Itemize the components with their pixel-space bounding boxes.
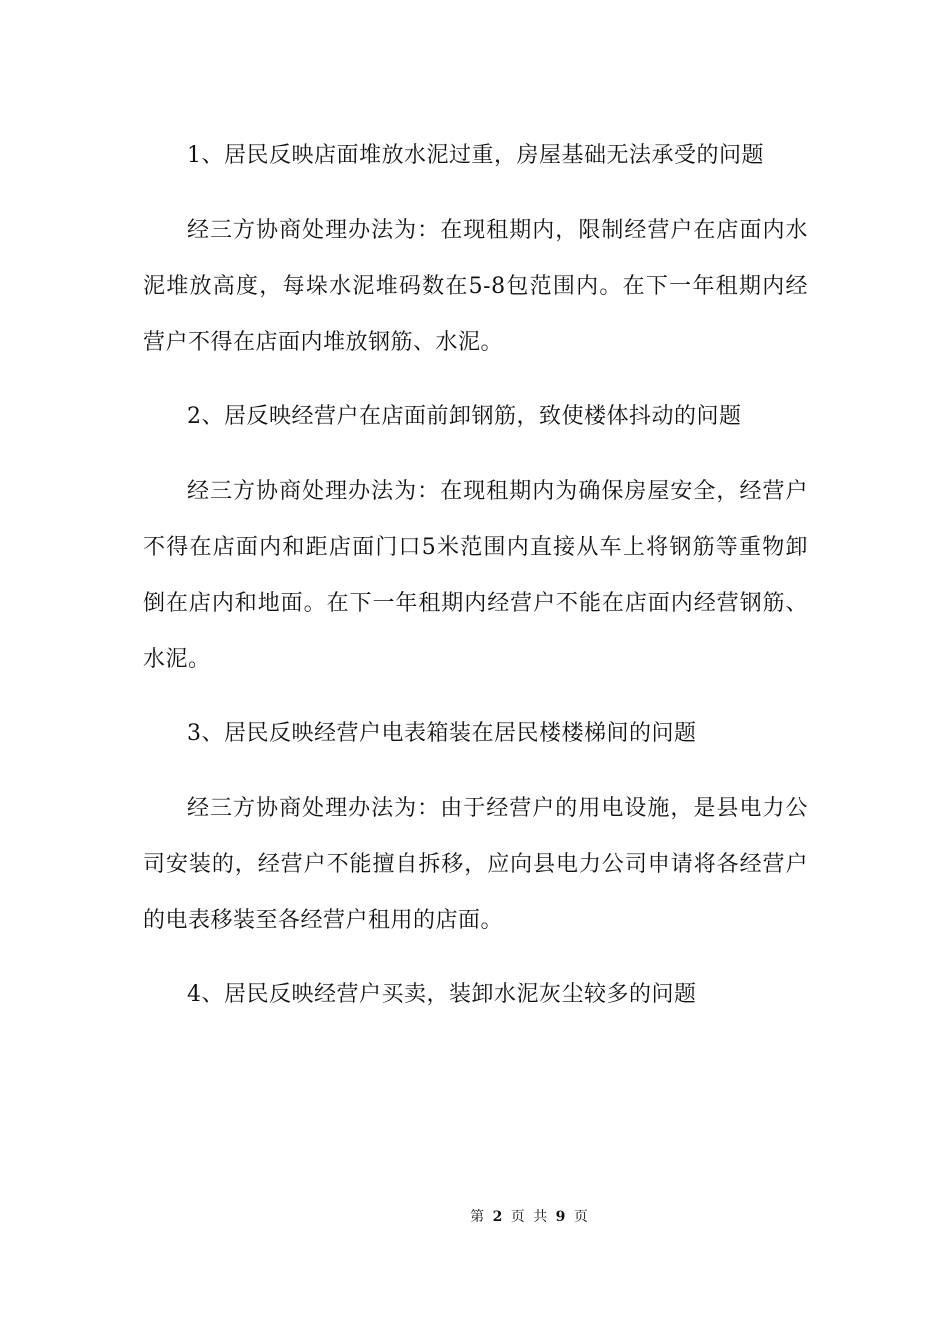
resolution-paragraph-2: 经三方协商处理办法为：在现租期内为确保房屋安全，经营户不得在店面内和距店面门口5米范围内直接从车上将钢筋等重物卸倒在店内和地面。在下一年租期内经营户不能在店面内经营钢筋、水泥。 [143,478,808,672]
page-footer [0,1207,950,1227]
footer-total-pages: 9 [555,1209,568,1225]
footer-suffix: 页 [573,1209,590,1225]
footer-prefix: 第 [470,1209,487,1225]
resolution-paragraph-3: 经三方协商处理办法为：由于经营户的用电设施，是县电力公司安装的，经营户不能擅自拆移，应向县电力公司申请将各经营户的电表移装至各经营户租用的店面。 [143,795,808,933]
issue-heading-2: 2、居反映经营户在店面前卸钢筋，致使楼体抖动的问题 [187,404,742,429]
footer-middle: 页 共 [510,1209,550,1225]
issue-heading-4: 4、居民反映经营户买卖，装卸水泥灰尘较多的问题 [187,982,697,1007]
issue-heading-3: 3、居民反映经营户电表箱装在居民楼楼梯间的问题 [187,721,697,746]
document-body [143,128,808,1042]
issue-heading-1: 1、居民反映店面堆放水泥过重，房屋基础无法承受的问题 [187,143,764,168]
footer-current-page: 2 [492,1209,505,1225]
resolution-paragraph-1: 经三方协商处理办法为：在现租期内，限制经营户在店面内水泥堆放高度，每垛水泥堆码数在5-8包范围内。在下一年租期内经营户不得在店面内堆放钢筋、水泥。 [143,217,808,355]
